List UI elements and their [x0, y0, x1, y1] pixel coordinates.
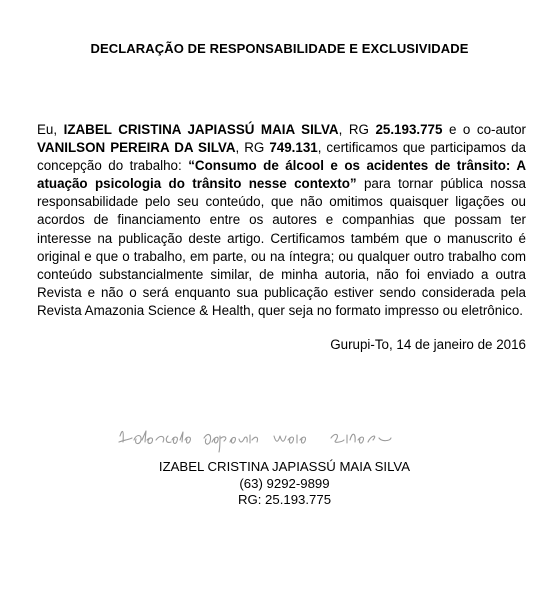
signer-phone: (63) 9292-9899 — [239, 475, 330, 491]
signer-name: IZABEL CRISTINA JAPIASSÚ MAIA SILVA — [158, 459, 411, 474]
handwritten-signature — [116, 418, 466, 460]
text-segment: para tornar pública nossa responsabilidade pelo seu conteúdo, que não omitimos quaisquer ligações ou acordos de financiamento entre os autores e companhias que possam ter interesse na publicação deste artigo. Certificamos também que o manuscrito é original e que o trabalho, em parte, ou na íntegra; ou qualquer outro trabalho com conteúdo substancialmente similar, de minha autoria, não foi enviado a outra Revista e não o será enquanto sua publicação estiver sendo considerada pela Revista Amazonia Science & Health, quer seja no formato impresso ou eletrônico. — [37, 176, 526, 318]
text-segment: , RG — [338, 122, 376, 137]
coauthor-name: VANILSON PEREIRA DA SILVA — [37, 140, 236, 156]
author-name: IZABEL CRISTINA JAPIASSÚ MAIA SILVA — [63, 122, 339, 137]
work-title: “Consumo de álcool e os acidentes de trânsito: A atuação psicologia do trânsito nesse contexto” — [37, 158, 527, 192]
text-segment: , certificamos que participamos da concepção do trabalho: — [37, 140, 527, 174]
date-line: Gurupi-To, 14 de janeiro de 2016 — [330, 337, 526, 352]
text-segment: Eu, — [37, 122, 64, 137]
signer-block — [0, 459, 559, 509]
text-segment: e o co-autor — [442, 122, 526, 137]
author-rg: 25.193.775 — [375, 122, 443, 137]
text-segment: , RG — [235, 140, 270, 156]
declaration-paragraph — [37, 121, 526, 320]
signer-rg: RG: 25.193.775 — [237, 492, 332, 507]
coauthor-rg: 749.131 — [269, 140, 318, 156]
document-title: DECLARAÇÃO DE RESPONSABILIDADE E EXCLUSIVIDADE — [90, 41, 469, 56]
